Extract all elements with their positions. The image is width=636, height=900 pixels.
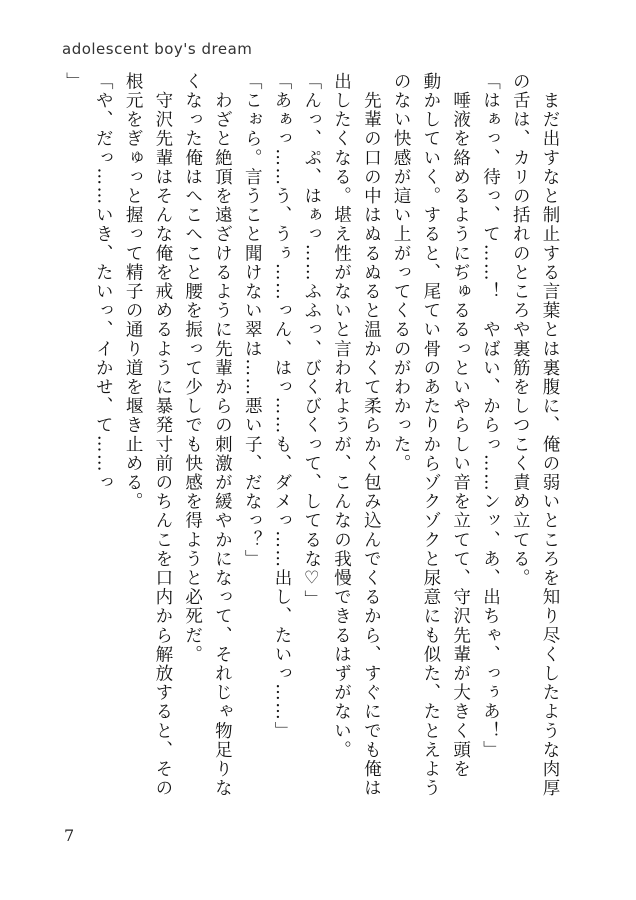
text-column: くなった俺はへこへこと腰を振って少しでも快感を得ようと必死だ。 xyxy=(182,72,203,665)
text-column: 「んっ、ぷ、はぁっ……ふふっ、びくびくって、してるな♡」 xyxy=(301,72,322,610)
text-column: 「や、だっ……いき、たいっ、イかせ、て……っ xyxy=(93,72,114,493)
text-column: 唾液を絡めるようにぢゅるるっといやらしい音を立てて、守沢先輩が大きく頭を xyxy=(450,72,471,779)
text-column: 守沢先輩はそんな俺を戒めるように暴発寸前のちんこを口内から解放すると、その xyxy=(152,72,173,798)
text-column: わざと絶頂を遠ざけるように先輩からの刺激が緩やかになって、それじゃ物足りな xyxy=(212,72,233,798)
text-column: のない快感が這い上がってくるのがわかった。 xyxy=(391,72,412,474)
text-column: 」 xyxy=(63,72,84,92)
running-header: adolescent boy's dream xyxy=(62,40,253,58)
text-column: の舌は、カリの括れのところや裏筋をしつこく責め立てる。 xyxy=(510,72,531,588)
text-column: 動かしていく。すると、尾てい骨のあたりからゾクゾクと尿意にも似た、たとえよう xyxy=(420,72,441,798)
page-number: 7 xyxy=(64,826,75,845)
text-column: 根元をぎゅっと握って精子の通り道を堰き止める。 xyxy=(123,72,144,512)
vertical-text-block xyxy=(64,72,558,812)
text-column: まだ出すなと制止する言葉とは裏腹に、俺の弱いところを知り尽くしたような肉厚 xyxy=(540,72,560,798)
text-column: 先輩の口の中はぬるぬると温かくて柔らかく包み込んでくるから、すぐにでも俺は xyxy=(361,72,382,798)
text-column: 「あぁっ……う、うぅ……っん、はっ……も、ダメっ……出し、たいっ……」 xyxy=(271,72,292,741)
text-column: 「こぉら。言うこと聞けない翠は……悪い子、だなっ？」 xyxy=(242,72,263,569)
text-column: 「はぁっ、待っ、て……！ やばい、からっ……ンッ、あ、出ちゃ、っぅあ！」 xyxy=(480,72,501,760)
text-column: 出したくなる。堪え性がないと言われようが、こんなの我慢できるはずがない。 xyxy=(331,72,352,760)
